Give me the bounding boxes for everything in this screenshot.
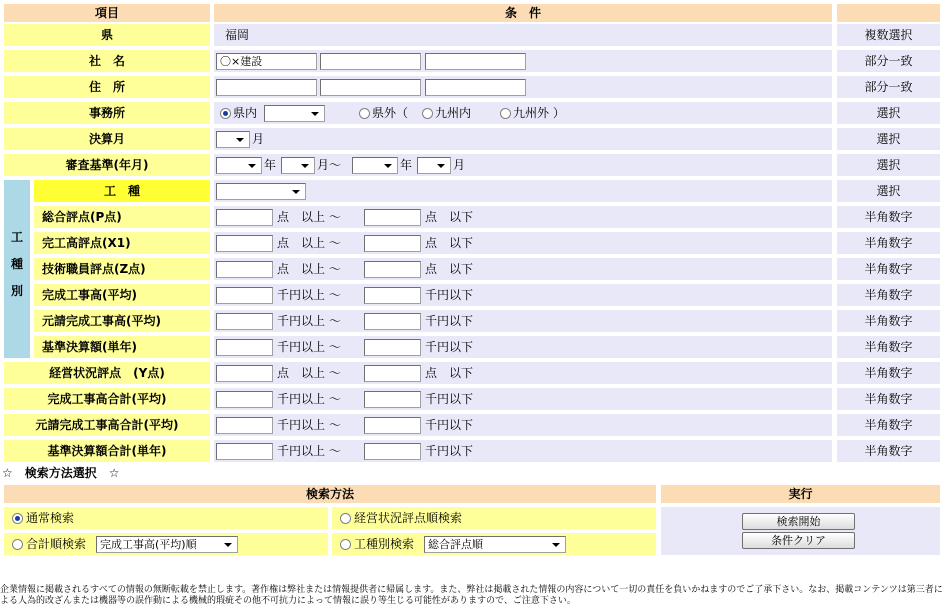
review-year-select[interactable] (216, 157, 262, 174)
total-prime-unit-max: 千円以下 (425, 418, 474, 432)
header-condition: 条 件 (214, 4, 832, 22)
header-item: 項目 (4, 4, 210, 22)
total-order-select[interactable]: 完成工事高(平均)順 (96, 536, 238, 553)
y-score-unit-max: 点 以下 (425, 366, 474, 380)
row-label-base-settlement: 基準決算額(単年) (34, 336, 210, 358)
avg-completed-min-input[interactable] (216, 287, 273, 304)
normal-search-radio[interactable] (12, 513, 23, 524)
row-label-p-score: 総合評点(P点) (34, 206, 210, 228)
row-cond-address (214, 76, 832, 98)
settlement-month-select[interactable] (216, 131, 250, 148)
x1-score-unit-min: 点 以上 ～ (277, 236, 341, 250)
prefecture-value: 福岡 (225, 28, 250, 42)
search-exec-header: 実行 (661, 485, 940, 503)
work-type-search-radio[interactable] (340, 539, 351, 550)
office-radio-in[interactable] (220, 108, 231, 119)
y-score-min-input[interactable] (216, 365, 273, 382)
company-input-2[interactable] (320, 53, 421, 70)
review-year-unit: 年 (264, 158, 277, 172)
row-label-x1-score: 完工高評点(X1) (34, 232, 210, 254)
total-prime-min-input[interactable] (216, 417, 273, 434)
p-score-max-input[interactable] (364, 209, 421, 226)
office-select[interactable] (264, 105, 325, 122)
row-label-total-prime: 元請完成工事高合計(平均) (4, 414, 210, 436)
business-order-radio[interactable] (340, 513, 351, 524)
office-label-kyushu-in: 九州内 (435, 106, 472, 120)
business-order-label: 経営状況評点順検索 (354, 511, 463, 525)
normal-search-label: 通常検索 (26, 511, 75, 525)
base-settlement-unit-min: 千円以上 ～ (277, 340, 341, 354)
row-cond-total-completed (214, 388, 832, 410)
base-settlement-max-input[interactable] (364, 339, 421, 356)
total-base-min-input[interactable] (216, 443, 273, 460)
total-completed-unit-max: 千円以下 (425, 392, 474, 406)
x1-score-unit-max: 点 以下 (425, 236, 474, 250)
row-label-total-completed: 完成工事高合計(平均) (4, 388, 210, 410)
work-type-search-label: 工種別検索 (354, 537, 415, 551)
row-label-company: 社 名 (4, 50, 210, 72)
z-score-unit-max: 点 以下 (425, 262, 474, 276)
clear-conditions-button[interactable]: 条件クリア (742, 532, 855, 549)
row-cond-total-base (214, 440, 832, 462)
y-score-unit-min: 点 以上 ～ (277, 366, 341, 380)
row-type-work-type: 選択 (837, 180, 940, 202)
search-method-header: 検索方法 (4, 485, 656, 503)
review-year2-select[interactable] (352, 157, 398, 174)
row-label-work-type: 工 種 (34, 180, 210, 202)
row-cond-y-score (214, 362, 832, 384)
y-score-max-input[interactable] (364, 365, 421, 382)
row-type-x1-score: 半角数字 (837, 232, 940, 254)
exec-cell (661, 507, 940, 555)
p-score-min-input[interactable] (216, 209, 273, 226)
total-prime-max-input[interactable] (364, 417, 421, 434)
row-label-settlement: 決算月 (4, 128, 210, 150)
work-type-search-select[interactable]: 総合評点順 (424, 536, 566, 553)
search-cell-work-type (332, 533, 656, 555)
side-char-1: 工 (10, 230, 23, 244)
total-base-unit-max: 千円以下 (425, 444, 474, 458)
office-label-in: 県内 (233, 106, 258, 120)
total-base-unit-min: 千円以上 ～ (277, 444, 341, 458)
row-type-total-base: 半角数字 (837, 440, 940, 462)
row-type-z-score: 半角数字 (837, 258, 940, 280)
row-label-address: 住 所 (4, 76, 210, 98)
row-cond-work-type (214, 180, 832, 202)
footer-disclaimer-line2: よる人為的改ざんまたは機器等の誤作動による機械的瑕疵その他不可抗力によって情報に誤り等生じる可能性がありますので、ご注意下さい。 (0, 596, 576, 606)
total-order-label: 合計順検索 (26, 537, 87, 551)
row-type-base-settlement: 半角数字 (837, 336, 940, 358)
row-cond-avg-prime (214, 310, 832, 332)
row-type-address: 部分一致 (837, 76, 940, 98)
total-completed-max-input[interactable] (364, 391, 421, 408)
row-type-total-prime: 半角数字 (837, 414, 940, 436)
row-cond-review (214, 154, 832, 176)
avg-prime-max-input[interactable] (364, 313, 421, 330)
z-score-max-input[interactable] (364, 261, 421, 278)
search-start-button[interactable]: 検索開始 (742, 513, 855, 530)
row-cond-x1-score (214, 232, 832, 254)
row-type-office: 選択 (837, 102, 940, 124)
row-cond-total-prime (214, 414, 832, 436)
row-cond-z-score (214, 258, 832, 280)
company-input-3[interactable] (425, 53, 526, 70)
z-score-min-input[interactable] (216, 261, 273, 278)
total-order-radio[interactable] (12, 539, 23, 550)
avg-completed-unit-max: 千円以下 (425, 288, 474, 302)
row-label-avg-completed: 完成工事高(平均) (34, 284, 210, 306)
row-label-prefecture: 県 (4, 24, 210, 46)
row-label-z-score: 技術職員評点(Z点) (34, 258, 210, 280)
total-prime-unit-min: 千円以上 ～ (277, 418, 341, 432)
row-cond-p-score (214, 206, 832, 228)
base-settlement-min-input[interactable] (216, 339, 273, 356)
review-month-unit: 月～ (317, 158, 342, 172)
row-label-total-base: 基準決算額合計(単年) (4, 440, 210, 462)
p-score-unit-max: 点 以下 (425, 210, 474, 224)
office-label-kyushu-out: 九州外 ） (513, 106, 565, 120)
row-label-review: 審査基準(年月) (4, 154, 210, 176)
side-char-3: 別 (10, 284, 23, 298)
row-type-avg-prime: 半角数字 (837, 310, 940, 332)
row-cond-office (214, 102, 832, 124)
p-score-unit-min: 点 以上 ～ (277, 210, 341, 224)
row-label-avg-prime: 元請完成工事高(平均) (34, 310, 210, 332)
review-year2-unit: 年 (400, 158, 413, 172)
company-input-1[interactable]: 〇×建設 (216, 53, 317, 70)
header-type (837, 4, 940, 22)
office-radio-kyushu-in[interactable] (422, 108, 433, 119)
total-completed-min-input[interactable] (216, 391, 273, 408)
avg-prime-unit-min: 千円以上 ～ (277, 314, 341, 328)
office-radio-kyushu-out[interactable] (500, 108, 511, 119)
side-label-work-type (4, 180, 30, 358)
search-section-title: ☆ 検索方法選択 ☆ (2, 466, 120, 480)
avg-prime-min-input[interactable] (216, 313, 273, 330)
avg-prime-unit-max: 千円以下 (425, 314, 474, 328)
review-month2-select[interactable] (417, 157, 451, 174)
review-month2-unit: 月 (453, 158, 466, 172)
address-input-1[interactable] (216, 79, 317, 96)
settlement-unit: 月 (252, 132, 265, 146)
row-cond-prefecture (214, 24, 832, 46)
z-score-unit-min: 点 以上 ～ (277, 262, 341, 276)
row-cond-avg-completed (214, 284, 832, 306)
side-char-2: 種 (10, 257, 23, 271)
avg-completed-max-input[interactable] (364, 287, 421, 304)
row-type-y-score: 半角数字 (837, 362, 940, 384)
row-cond-company (214, 50, 832, 72)
row-label-y-score: 経営状況評点 (Y点) (4, 362, 210, 384)
footer-disclaimer-line1: 企業情報に掲載されるすべての情報の無断転載を禁止します。著作権は弊社または情報提供者に帰属します。また、弊社は掲載された情報の内容について一切の責任を負いかねますのでご了承下さい。なお、掲載コンテンツは第三者に (0, 585, 943, 595)
row-type-p-score: 半角数字 (837, 206, 940, 228)
row-type-total-completed: 半角数字 (837, 388, 940, 410)
search-cell-total-order (4, 533, 328, 555)
address-input-2[interactable] (320, 79, 421, 96)
row-type-settlement: 選択 (837, 128, 940, 150)
work-type-select[interactable] (216, 183, 306, 200)
address-input-3[interactable] (425, 79, 526, 96)
x1-score-max-input[interactable] (364, 235, 421, 252)
search-cell-normal (4, 507, 328, 529)
office-radio-out[interactable] (359, 108, 370, 119)
review-month-select[interactable] (281, 157, 315, 174)
row-cond-base-settlement (214, 336, 832, 358)
row-cond-settlement (214, 128, 832, 150)
row-label-office: 事務所 (4, 102, 210, 124)
office-label-out: 県外（ (372, 106, 409, 120)
row-type-review: 選択 (837, 154, 940, 176)
total-completed-unit-min: 千円以上 ～ (277, 392, 341, 406)
x1-score-min-input[interactable] (216, 235, 273, 252)
search-cell-business-order (332, 507, 656, 529)
total-base-max-input[interactable] (364, 443, 421, 460)
base-settlement-unit-max: 千円以下 (425, 340, 474, 354)
row-type-company: 部分一致 (837, 50, 940, 72)
avg-completed-unit-min: 千円以上 ～ (277, 288, 341, 302)
row-type-avg-completed: 半角数字 (837, 284, 940, 306)
row-type-prefecture[interactable]: 複数選択 (837, 24, 940, 46)
